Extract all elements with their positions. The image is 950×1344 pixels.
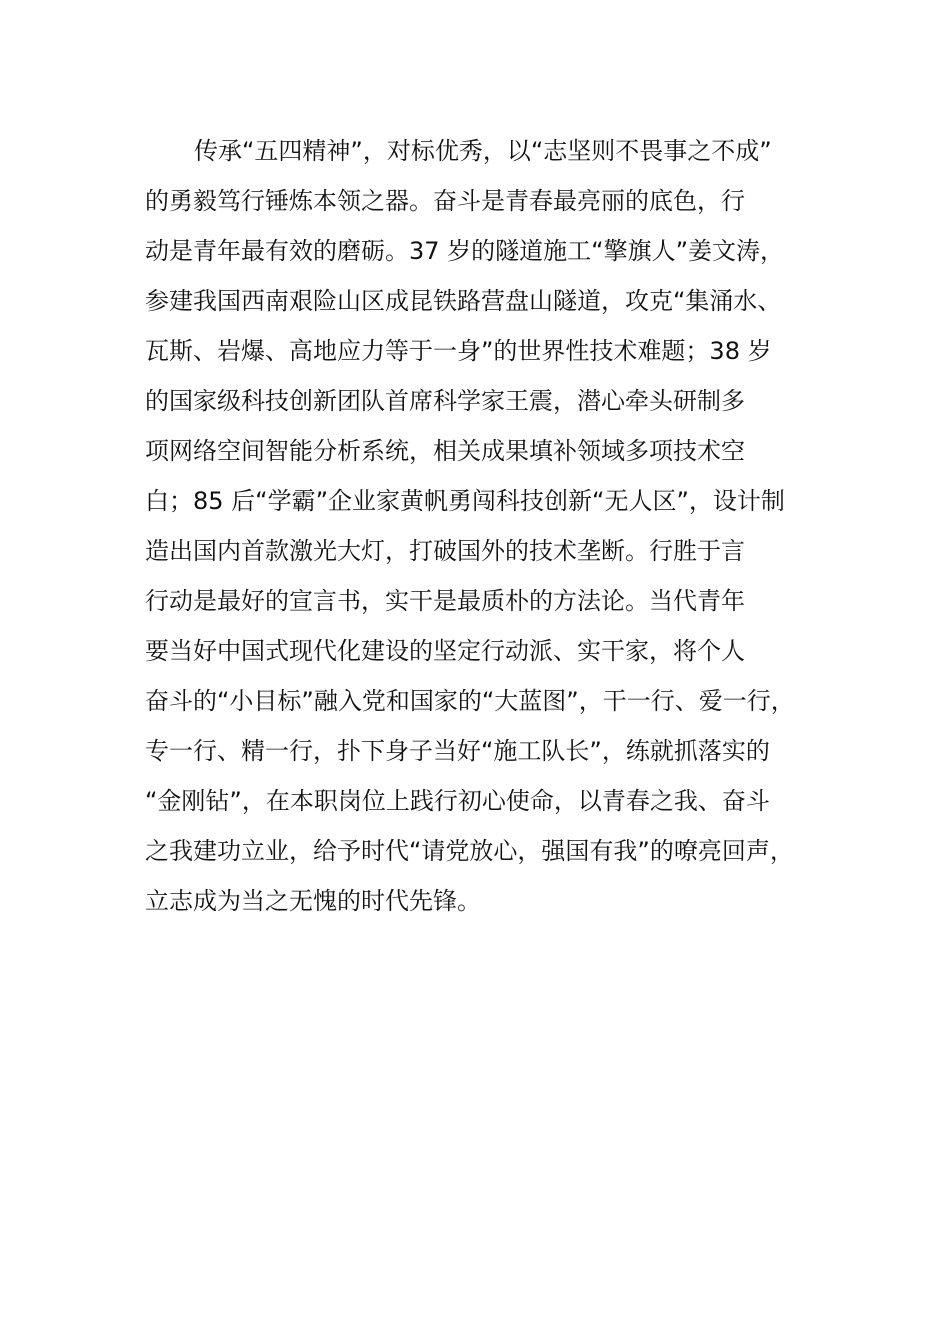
paragraph-line: 项网络空间智能分析系统，相关成果填补领域多项技术空 <box>145 437 745 465</box>
paragraph-line: 白；85 后“学霸”企业家黄帆勇闯科技创新“无人区”，设计制 <box>145 487 785 515</box>
paragraph-line: 行动是最好的宣言书，实干是最质朴的方法论。当代青年 <box>145 587 745 615</box>
paragraph-line: 奋斗的“小目标”融入党和国家的“大蓝图”，干一行、爱一行， <box>145 687 795 715</box>
paragraph-line: “金刚钻”，在本职岗位上践行初心使命，以青春之我、奋斗 <box>145 787 770 815</box>
paragraph-line: 传承“五四精神”，对标优秀，以“志坚则不畏事之不成” <box>194 137 772 165</box>
paragraph-line: 立志成为当之无愧的时代先锋。 <box>145 887 481 915</box>
paragraph-line: 专一行、精一行，扑下身子当好“施工队长”，练就抓落实的 <box>145 737 770 765</box>
paragraph <box>145 126 845 926</box>
paragraph-line: 的国家级科技创新团队首席科学家王震，潜心牵头研制多 <box>145 387 745 415</box>
paragraph-line: 动是青年最有效的磨砺。37 岁的隧道施工“擎旗人”姜文涛， <box>145 237 785 265</box>
paragraph-line: 参建我国西南艰险山区成昆铁路营盘山隧道，攻克“集涌水、 <box>145 287 782 315</box>
paragraph-line: 瓦斯、岩爆、高地应力等于一身”的世界性技术难题；38 岁 <box>145 337 772 365</box>
paragraph-line: 造出国内首款激光大灯，打破国外的技术垄断。行胜于言 <box>145 537 745 565</box>
paragraph-line: 的勇毅笃行锤炼本领之器。奋斗是青春最亮丽的底色，行 <box>145 187 745 215</box>
paragraph-line: 要当好中国式现代化建设的坚定行动派、实干家，将个人 <box>145 637 745 665</box>
paragraph-line: 之我建功立业，给予时代“请党放心，强国有我”的嘹亮回声， <box>145 837 794 865</box>
